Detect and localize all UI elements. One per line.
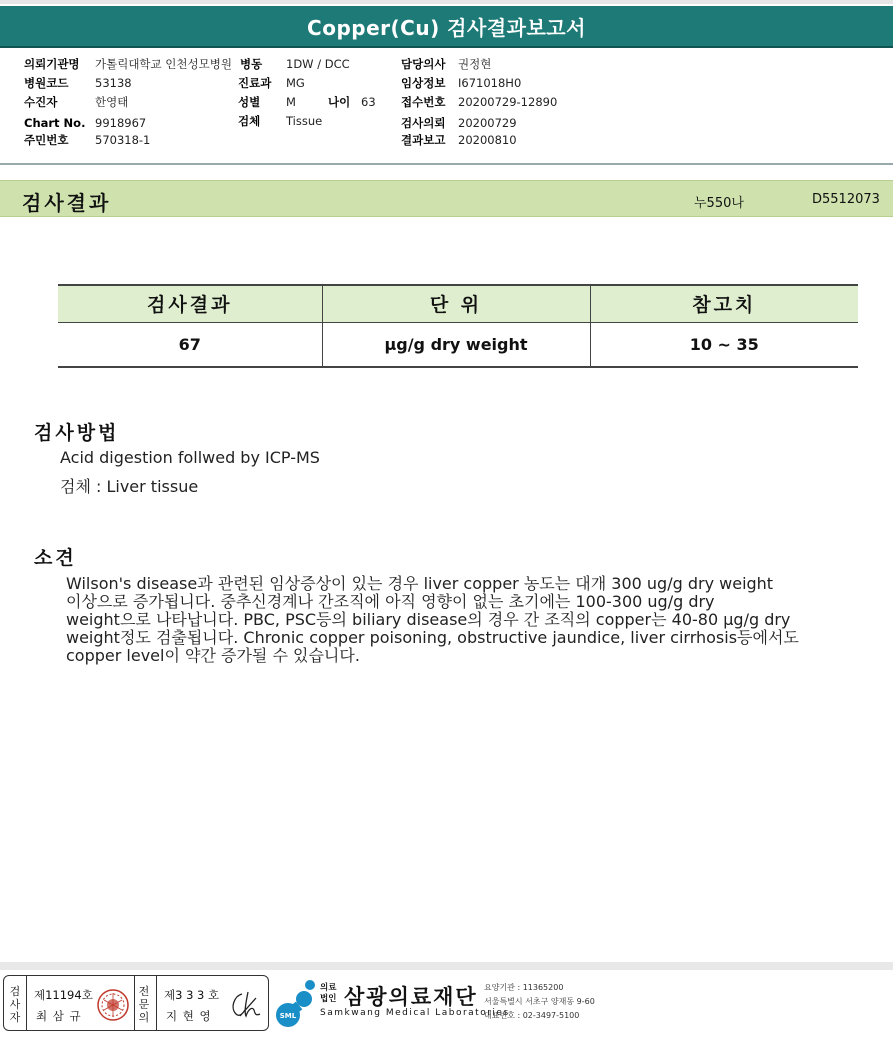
opinion-line: 이상으로 증가됩니다. 중추신경계나 간조직에 아직 영향이 없는 초기에는 100-300 ug/g dry	[66, 592, 715, 611]
org-prefix: 의료 법인	[320, 983, 337, 1004]
sex-label: 성별	[238, 95, 261, 109]
clinical-value: I671018H0	[458, 76, 522, 90]
opinion-line: weight정도 검출됩니다. Chronic copper poisoning, obstructive jaundice, liver cirrhosis등에서도	[66, 628, 799, 647]
method-line-2: 검체 : Liver tissue	[60, 477, 199, 496]
result-table-header-row	[58, 285, 858, 322]
opinion-line: weight으로 나타납니다. PBC, PSC등의 biliary disease의 경우 간 조직의 copper는 40-80 µg/g dry	[66, 610, 791, 629]
patient-value: 한영태	[95, 95, 129, 109]
chart-label: Chart No.	[24, 116, 86, 130]
specimen-value: Tissue	[286, 114, 323, 128]
result-code-2: D5512073	[812, 192, 880, 207]
header-reference: 참고치	[590, 285, 858, 322]
patient-info-block	[0, 50, 893, 165]
request-label: 검사의뢰	[401, 116, 446, 130]
org-english-name: Samkwang Medical Laboratories	[320, 1008, 510, 1018]
org-phone: 대표번호 : 02-3497-5100	[484, 1011, 580, 1020]
hosp-code-label: 병원코드	[24, 76, 69, 90]
ward-value: 1DW / DCC	[286, 57, 350, 71]
request-value: 20200729	[458, 116, 517, 130]
tester-license-no: 제11194호	[34, 988, 93, 1002]
seal-stamp-icon	[96, 988, 130, 1022]
opinion-line: copper level이 약간 증가될 수 있습니다.	[66, 646, 360, 665]
divider	[134, 976, 135, 1030]
chart-value: 9918967	[95, 116, 147, 130]
dept-value: MG	[286, 76, 305, 90]
logo-text: SML	[279, 1012, 297, 1020]
org-code: 요양기관 : 11365200	[484, 983, 564, 992]
hosp-code-value: 53138	[95, 76, 132, 90]
specimen-label: 검체	[238, 114, 261, 128]
org-name: 삼광의료재단	[344, 985, 478, 1009]
id-label: 주민번호	[24, 133, 69, 147]
age-label: 나이	[328, 95, 351, 109]
method-line-1: Acid digestion follwed by ICP-MS	[60, 448, 320, 467]
id-value: 570318-1	[95, 133, 151, 147]
tester-vertical-label: 검 사 자	[9, 985, 21, 1024]
ward-label: 병동	[240, 57, 263, 71]
patient-label: 수진자	[24, 95, 58, 109]
sex-value: M	[286, 95, 296, 109]
inst-label: 의뢰기관명	[24, 57, 80, 71]
organization-logo-block	[274, 975, 604, 1031]
tester-name: 최 삼 규	[36, 1009, 82, 1023]
result-table	[58, 284, 858, 368]
result-section-band	[0, 180, 893, 217]
result-value: 67	[58, 322, 322, 367]
report-value: 20200810	[458, 133, 517, 147]
opinion-line: Wilson's disease과 관련된 임상증상이 있는 경우 liver copper 농도는 대개 300 ug/g dry weight	[66, 574, 774, 593]
doctor-label: 담당의사	[401, 57, 446, 71]
org-address: 서울특별시 서초구 양재동 9-60	[484, 997, 595, 1006]
footer-rule	[0, 962, 893, 970]
result-code-1: 누550나	[694, 196, 744, 211]
divider	[26, 976, 27, 1030]
header-unit: 단 위	[322, 285, 590, 322]
specialist-name: 지 현 영	[166, 1009, 212, 1023]
opinion-title: 소견	[34, 547, 77, 569]
inst-value: 가톨릭대학교 인천성모병원	[95, 57, 232, 71]
doctor-value: 권정현	[458, 57, 492, 71]
report-label: 결과보고	[401, 133, 446, 147]
specialist-license-no: 제3 3 3 호	[164, 988, 220, 1002]
dept-label: 진료과	[238, 76, 272, 90]
clinical-label: 임상정보	[401, 76, 446, 90]
table-row	[58, 322, 858, 367]
result-heading: 검사결과	[22, 191, 112, 215]
reference-value: 10 ~ 35	[590, 322, 858, 367]
receipt-value: 20200729-12890	[458, 95, 558, 109]
handwritten-signature-icon	[226, 988, 266, 1022]
report-title: Copper(Cu) 검사결과보고서	[307, 15, 586, 40]
opinion-text	[66, 575, 866, 665]
age-value: 63	[361, 95, 376, 109]
header-result: 검사결과	[58, 285, 322, 322]
signature-box	[3, 975, 269, 1031]
unit-value: µg/g dry weight	[322, 322, 590, 367]
top-rule	[0, 0, 893, 4]
method-title: 검사방법	[34, 422, 120, 444]
specialist-vertical-label: 전 문 의	[138, 985, 150, 1024]
receipt-label: 접수번호	[401, 95, 446, 109]
report-title-bar	[0, 6, 893, 48]
sml-logo-icon	[274, 977, 318, 1029]
divider	[156, 976, 157, 1030]
